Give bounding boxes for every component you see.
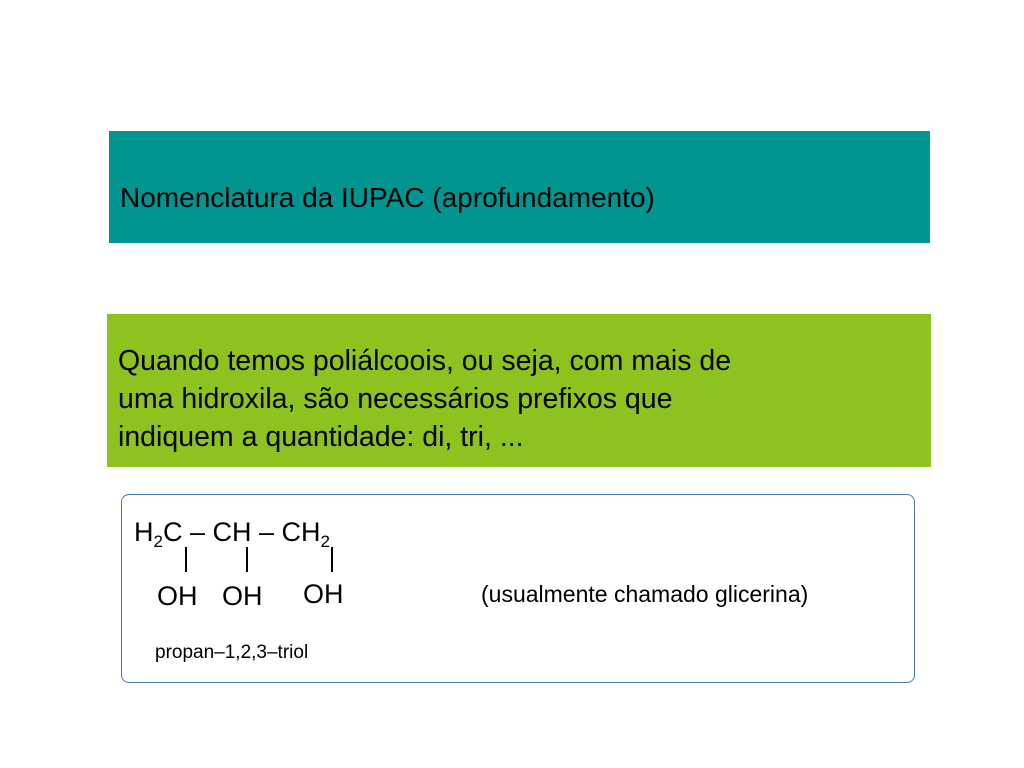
slide-title: Nomenclatura da IUPAC (aprofundamento) xyxy=(120,182,655,213)
explanation-banner xyxy=(107,314,931,467)
hydroxyl-3: OH xyxy=(303,579,344,609)
bond-line-1 xyxy=(185,547,187,572)
explanation-text xyxy=(118,342,918,456)
hydroxyl-1: OH xyxy=(157,581,198,611)
chain-subscript-1: 2 xyxy=(153,532,163,551)
explanation-line-2: uma hidroxila, são necessários prefixos que xyxy=(118,383,673,415)
explanation-line-1: Quando temos poliálcoois, ou seja, com mais de xyxy=(118,345,732,377)
common-name-note: (usualmente chamado glicerina) xyxy=(481,581,809,607)
iupac-name: propan–1,2,3–triol xyxy=(155,642,309,663)
chain-h: H xyxy=(134,517,154,547)
hydroxyl-2: OH xyxy=(222,581,263,611)
title-banner xyxy=(109,131,930,243)
bond-line-2 xyxy=(246,547,248,572)
bond-line-3 xyxy=(331,547,333,572)
formula-panel xyxy=(121,494,915,683)
chain-main: C – CH – CH xyxy=(162,517,321,547)
explanation-line-3: indiquem a quantidade: di, tri, ... xyxy=(118,421,524,453)
carbon-chain-formula xyxy=(134,516,330,551)
chain-subscript-2: 2 xyxy=(320,532,330,551)
